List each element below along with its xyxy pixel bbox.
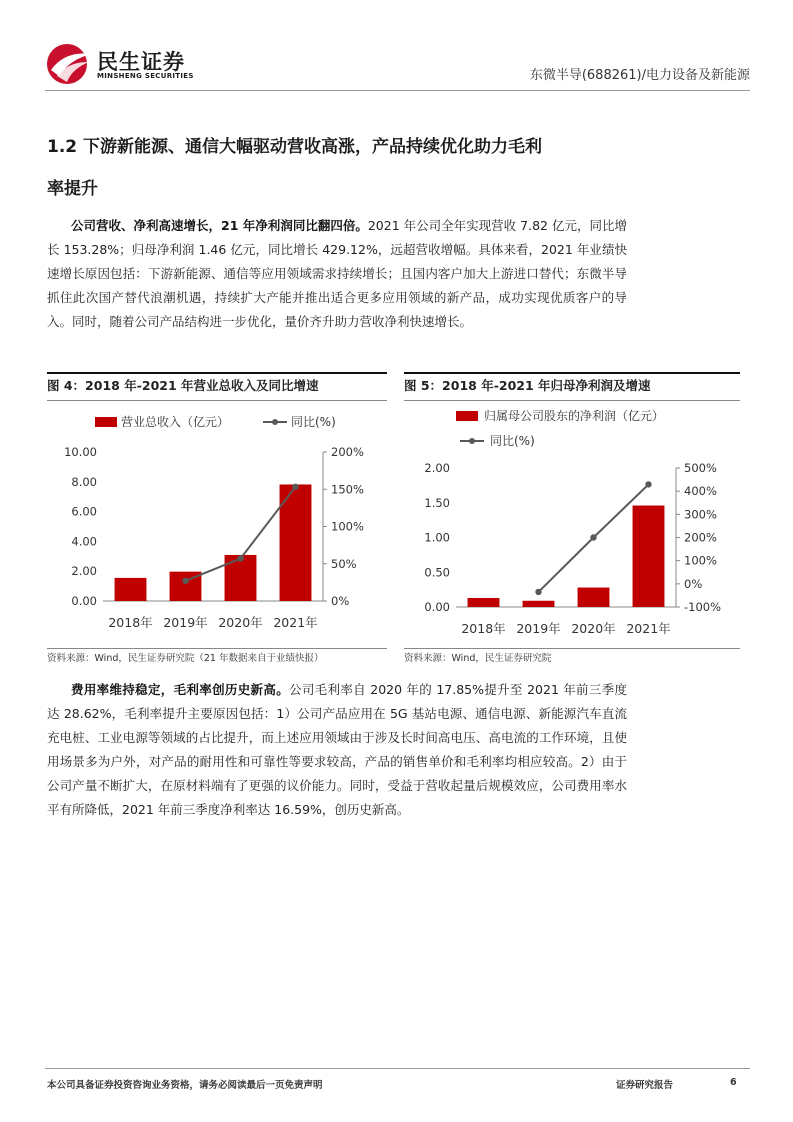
net-profit-chart-right-tick-label: 300%: [684, 507, 717, 522]
net-profit-chart: [404, 400, 740, 646]
paragraph-revenue: [47, 214, 627, 334]
net-profit-chart-right-tick-label: 0%: [684, 576, 703, 591]
section-title-line2: 率提升: [47, 179, 98, 199]
revenue-chart-growth-point: [237, 555, 243, 561]
logo-name: 民生证券: [97, 50, 185, 74]
net-profit-chart-left-tick-label: 1.00: [424, 530, 450, 545]
revenue-chart-growth-point: [182, 578, 188, 584]
net-profit-chart-legend-bar-swatch: [456, 411, 478, 421]
revenue-chart-legend-line-marker: [272, 419, 278, 425]
net-profit-chart-bar: [468, 598, 500, 607]
net-profit-chart-bar: [578, 588, 610, 607]
net-profit-chart-category-label: 2019年: [516, 621, 561, 636]
revenue-chart: [47, 400, 387, 646]
revenue-chart-left-tick-label: 0.00: [71, 594, 97, 608]
logo-english: MINSHENG SECURITIES: [97, 72, 194, 80]
paragraph-revenue-lead: 公司营收、净利高速增长，21 年净利润同比翻四倍。: [71, 218, 368, 233]
net-profit-chart-category-label: 2020年: [571, 621, 616, 636]
figure-5-source: 资料来源：Wind，民生证券研究院: [404, 648, 740, 669]
net-profit-chart-legend-line-marker: [469, 438, 475, 444]
net-profit-chart-right-tick-label: 100%: [684, 553, 717, 568]
net-profit-chart-right-tick-label: -100%: [684, 600, 722, 614]
net-profit-chart-bar: [633, 506, 665, 607]
revenue-chart-legend-bar-swatch: [95, 417, 117, 427]
minsheng-logo-icon: [45, 42, 95, 86]
revenue-chart-left-tick-label: 10.00: [64, 445, 97, 459]
paragraph-revenue-body: 2021 年公司全年实现营收 7.82 亿元，同比增长 153.28%；归母净利润 1.46 亿元，同比增长 429.12%，远超营收增幅。具体来看，2021 年业绩快速增长原因包括：下游新能源、通信等应用领域需求持续增长；且国内客户加大上游进口替代；东微半导抓住此次国产替代浪潮机遇，持续扩大产能并推出适合更多应用领域的新产品，成功实现优质客户的导入。同时，随着公司产品结构进一步优化，量价齐升助力营收净利快速增长。: [47, 218, 627, 329]
net-profit-chart-legend-line-label: 同比(%): [490, 434, 535, 448]
footer-report-type: 证券研究报告: [616, 1080, 674, 1091]
net-profit-chart-left-tick-label: 0.50: [424, 565, 450, 580]
page-number: 6: [730, 1077, 737, 1088]
revenue-chart-category-label: 2020年: [218, 615, 263, 630]
revenue-chart-right-tick-label: 200%: [331, 445, 364, 459]
figure-4-source: 资料来源：Wind，民生证券研究院（21 年数据来自于业绩快报）: [47, 648, 387, 669]
revenue-chart-category-label: 2019年: [163, 615, 208, 630]
revenue-chart-legend-line-label: 同比(%): [291, 415, 336, 429]
paragraph-margin: [47, 678, 627, 822]
revenue-chart-category-label: 2021年: [273, 615, 318, 630]
section-title-line1: 1.2 下游新能源、通信大幅驱动营收高涨，产品持续优化助力毛利: [47, 137, 543, 157]
company-logo: [45, 42, 195, 86]
revenue-chart-right-tick-label: 150%: [331, 482, 364, 497]
net-profit-chart-growth-point: [645, 481, 651, 487]
net-profit-chart-right-tick-label: 400%: [684, 484, 717, 499]
revenue-chart-bar: [225, 555, 257, 601]
revenue-chart-left-tick-label: 4.00: [71, 534, 97, 549]
net-profit-chart-right-tick-label: 500%: [684, 461, 717, 475]
revenue-chart-left-tick-label: 8.00: [71, 474, 97, 489]
revenue-chart-bar: [115, 578, 147, 601]
net-profit-chart-right-tick-label: 200%: [684, 530, 717, 545]
net-profit-chart-left-tick-label: 0.00: [424, 600, 450, 614]
figure-5-title: 图 5：2018 年-2021 年归母净利润及增速: [404, 372, 740, 401]
revenue-chart-right-tick-label: 50%: [331, 556, 357, 571]
header-divider: [45, 90, 750, 91]
revenue-chart-right-tick-label: 0%: [331, 594, 350, 608]
revenue-chart-right-tick-label: 100%: [331, 519, 364, 534]
figure-4-title: 图 4：2018 年-2021 年营业总收入及同比增速: [47, 372, 387, 401]
net-profit-chart-category-label: 2021年: [626, 621, 671, 636]
revenue-chart-left-tick-label: 6.00: [71, 504, 97, 519]
report-tag: 东微半导(688261)/电力设备及新能源: [529, 68, 750, 83]
net-profit-chart-growth-point: [535, 589, 541, 595]
revenue-chart-left-tick-label: 2.00: [71, 564, 97, 579]
net-profit-chart-left-tick-label: 2.00: [424, 461, 450, 475]
revenue-chart-legend-bar-label: 营业总收入（亿元）: [121, 415, 230, 429]
paragraph-margin-lead: 费用率维持稳定，毛利率创历史新高。: [71, 682, 290, 697]
revenue-chart-category-label: 2018年: [108, 615, 153, 630]
net-profit-chart-growth-point: [590, 534, 596, 540]
footer-divider: [45, 1068, 750, 1069]
net-profit-chart-legend-bar-label: 归属母公司股东的净利润（亿元）: [484, 409, 665, 423]
net-profit-chart-bar: [523, 601, 555, 607]
net-profit-chart-category-label: 2018年: [461, 621, 506, 636]
net-profit-chart-left-tick-label: 1.50: [424, 495, 450, 510]
paragraph-margin-body: 公司毛利率自 2020 年的 17.85%提升至 2021 年前三季度达 28.62%，毛利率提升主要原因包括：1）公司产品应用在 5G 基站电源、通信电源、新能源汽车直流充电桩、工业电源等领域的占比提升，而上述应用领域由于涉及长时间高电压、高电流的工作环境，且使用场景多为户外，对产品的耐用性和可靠性等要求较高，产品的销售单价和毛利率均相应较高。2）由于公司产量不断扩大，在原材料端有了更强的议价能力。同时，受益于营收起量后规模效应，公司费用率水平有所降低，2021 年前三季度净利率达 16.59%，创历史新高。: [47, 682, 627, 817]
revenue-chart-growth-point: [292, 484, 298, 490]
page-header: [45, 42, 750, 92]
footer-disclaimer: 本公司具备证券投资咨询业务资格，请务必阅读最后一页免责声明: [47, 1080, 323, 1091]
